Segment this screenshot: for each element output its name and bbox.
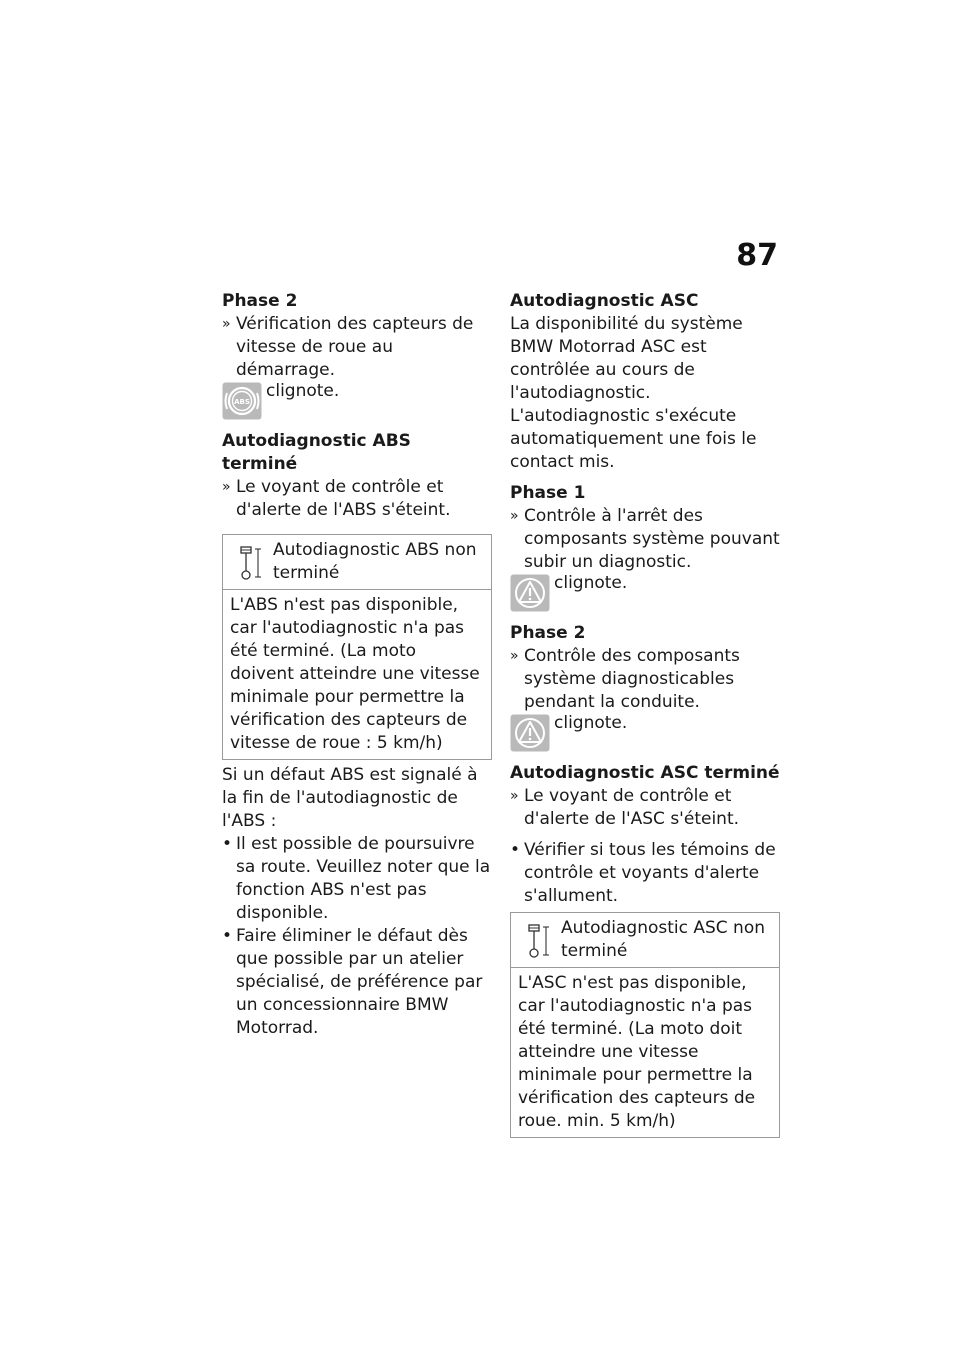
phase2-result-text: Vérification des capteurs de vitesse de roue au démarrage.: [236, 314, 474, 380]
phase2-heading: Phase 2: [222, 291, 298, 311]
phase1-heading: Phase 1: [510, 483, 586, 503]
result-marker: »: [510, 508, 519, 524]
asc-note-box: [510, 912, 780, 1138]
asc-lamp-text-2: clignote.: [554, 713, 628, 733]
bullet-marker: •: [222, 834, 233, 854]
bullet-continue-text: Il est possible de poursuivre sa route. Veuillez noter que la fonction ABS n'est pas disponible.: [236, 834, 491, 923]
phase2-result-right-text: Contrôle des composants système diagnosticables pendant la conduite.: [524, 646, 740, 712]
abs-done-result-text: Le voyant de contrôle et d'alerte de l'ABS s'éteint.: [236, 477, 451, 520]
asc-heading: Autodiagnostic ASC: [510, 291, 699, 311]
abs-note-title: Autodiagnostic ABS non terminé: [273, 540, 477, 583]
asc-note-title: Autodiagnostic ASC non terminé: [561, 918, 766, 961]
caution-gauge-icon: [525, 923, 551, 959]
bullet-check-lamps-text: Vérifier si tous les témoins de contrôle et voyants d'alerte s'allument.: [524, 840, 776, 906]
asc-done-result: [510, 785, 780, 831]
asc-lamp-text-1: clignote.: [554, 573, 628, 593]
abs-done-result: [222, 476, 492, 522]
right-column: [510, 290, 780, 1142]
fault-paragraph: Si un défaut ABS est signalé à la fin de l'autodiagnostic de l'ABS :: [222, 765, 478, 831]
abs-note-body: L'ABS n'est pas disponible, car l'autodiagnostic n'a pas été terminé. (La moto doivent atteindre une vitesse minimale pour permettre la vérification des capteurs de vitesse de roue : 5 km/h): [230, 595, 480, 753]
asc-done-result-text: Le voyant de contrôle et d'alerte de l'ASC s'éteint.: [524, 786, 740, 829]
result-marker: »: [222, 479, 231, 495]
abs-lamp-text: clignote.: [266, 381, 340, 401]
page-number: 87: [736, 238, 778, 273]
bullet-repair: [222, 925, 492, 1040]
abs-note-header: [223, 535, 491, 590]
bullet-marker: •: [510, 840, 521, 860]
result-marker: »: [510, 788, 519, 804]
bullet-repair-text: Faire éliminer le défaut dès que possible par un atelier spécialisé, de préférence par un concessionnaire BMW Motorrad.: [236, 926, 483, 1038]
asc-lamp-row-1: [510, 574, 780, 612]
abs-done-heading: Autodiagnostic ABS terminé: [222, 431, 411, 474]
asc-note-header: [511, 913, 779, 968]
phase2-result-right: [510, 645, 780, 714]
svg-text:ABS: ABS: [234, 398, 250, 406]
phase1-result: [510, 505, 780, 574]
asc-paragraph: La disponibilité du système BMW Motorrad ASC est contrôlée au cours de l'autodiagnostic. L'autodiagnostic s'exécute automatiquement une fois le contact mis.: [510, 314, 757, 472]
bullet-check-lamps: [510, 839, 780, 908]
result-marker: »: [222, 316, 231, 332]
abs-warning-lamp-icon: [222, 382, 262, 420]
asc-lamp-row-2: [510, 714, 780, 752]
abs-lamp-row: [222, 382, 492, 420]
asc-note-body: L'ASC n'est pas disponible, car l'autodiagnostic n'a pas été terminé. (La moto doit atteindre une vitesse minimale pour permettre la vérification des capteurs de roue. min. 5 km/h): [518, 973, 756, 1131]
asc-done-heading: Autodiagnostic ASC terminé: [510, 763, 780, 783]
phase2-result: [222, 313, 492, 382]
caution-gauge-icon: [237, 545, 263, 581]
phase1-result-text: Contrôle à l'arrêt des composants système pouvant subir un diagnostic.: [524, 506, 780, 572]
bullet-continue: [222, 833, 492, 925]
left-column: [222, 290, 492, 1040]
abs-note-box: [222, 534, 492, 760]
asc-warning-lamp-icon: [510, 574, 550, 612]
phase2-heading-right: Phase 2: [510, 623, 586, 643]
asc-warning-lamp-icon: [510, 714, 550, 752]
bullet-marker: •: [222, 926, 233, 946]
result-marker: »: [510, 648, 519, 664]
